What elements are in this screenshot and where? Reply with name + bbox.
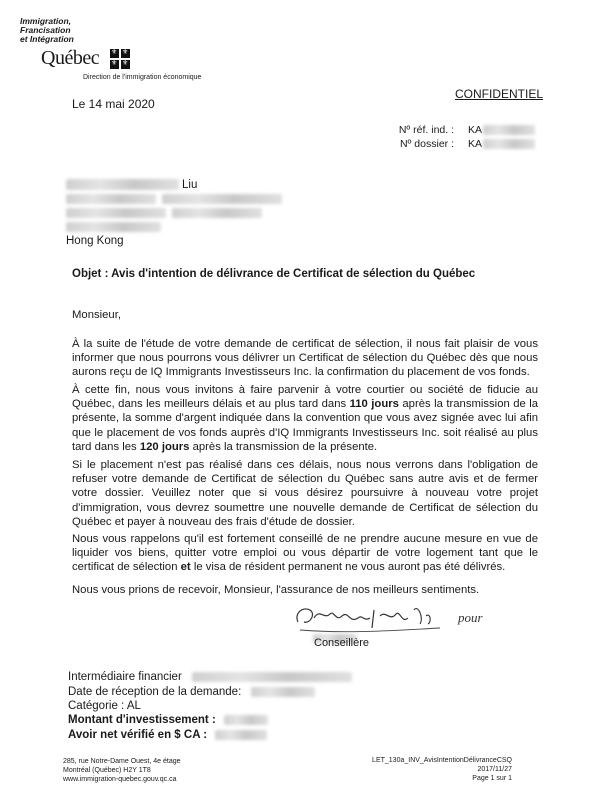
recipient-name: Liu xyxy=(66,178,282,192)
ministry-line-2: Francisation xyxy=(20,25,71,35)
file-number-label: Nº dossier : xyxy=(399,138,454,150)
ministry-line-3: et Intégration xyxy=(20,34,74,44)
reference-row xyxy=(0,124,600,138)
footer-address: 285, rue Notre-Dame Ouest, 4e étage Montréal (Québec) H2Y 1T8 www.immigration-quebec.gouv.qc.ca xyxy=(63,758,181,783)
direction-name: Direction de l'immigration économique xyxy=(83,74,202,81)
paragraph-2: À cette fin, nous vous invitons à faire parvenir à votre courtier ou société de fiducie au Québec, dans les meilleurs délais et au plus tard dans 110 jours après la transmission de la présente, la somme d'argent indiquée dans la convention que vous avez signée avec lui afin que le placement de vos fonds auprès d'IQ Immigrants Investisseurs Inc. soit réalisé au plus tard dans les 120 jours après la transmission de la présente. xyxy=(72,384,539,453)
footer-form-info: LET_130a_INV_AvisIntentionDélivranceCSQ 2017/11/27 Page 1 sur 1 xyxy=(372,757,512,782)
reference-value: KA xyxy=(468,124,535,136)
ministry-name xyxy=(20,17,74,44)
footer-website: www.immigration-quebec.gouv.qc.ca xyxy=(63,776,177,783)
address-line-redacted xyxy=(66,206,282,220)
closing-sentence: Nous vous prions de recevoir, Monsieur, l'assurance de nos meilleurs sentiments. xyxy=(72,584,480,596)
recipient-city: Hong Kong xyxy=(66,235,124,247)
file-number-value: KA xyxy=(468,138,535,150)
paragraph-1: À la suite de l'étude de votre demande de certificat de sélection, il nous fait plaisir de vous informer que nous pourrons vous délivrer un Certificat de sélection du Québec dès que nous aurons reçu de IQ Immigrants Investisseurs Inc. la confirmation du placement de vos fonds. xyxy=(72,338,538,379)
letter-date: Le 14 mai 2020 xyxy=(72,97,155,111)
net-assets-row: Avoir net vérifié en $ CA : xyxy=(68,729,267,741)
paragraph-3: Si le placement n'est pas réalisé dans ces délais, nous nous verrons dans l'obligation de refuser votre demande de Certificat de sélection du Québec sans autre avis et de fermer votre dossier. Veuillez noter que si vous désirez poursuivre à nouveau votre projet d'immigration, vous devrez soumettre une nouvelle demande de Certificat de sélection du Québec et payer à nouveau des frais d'étude de dossier. xyxy=(72,459,538,528)
paragraph-4: Nous vous rappelons qu'il est fortement conseillé de ne prendre aucune mesure en vue de liquider vos biens, quitter votre emploi ou vous départir de votre logement tant que le certificat de sélection et le visa de résident permanent ne vous auront pas été délivrés. xyxy=(72,533,538,574)
quebec-flag-icon xyxy=(110,49,130,69)
recipient-address xyxy=(66,178,282,248)
confidential-label: CONFIDENTIEL xyxy=(455,87,544,101)
category-row: Catégorie : AL xyxy=(68,700,141,712)
intermediary-row: Intermédiaire financier xyxy=(68,671,352,683)
signatory-title: Conseillère xyxy=(314,637,370,649)
amount-row: Montant d'investissement : xyxy=(68,714,268,726)
salutation: Monsieur, xyxy=(72,309,121,321)
address-line-redacted xyxy=(66,192,282,206)
file-number-row xyxy=(0,138,600,152)
address-line-redacted xyxy=(66,220,282,234)
received-date-row: Date de réception de la demande: xyxy=(68,686,315,698)
letter-subject: Objet : Avis d'intention de délivrance de Certificat de sélection du Québec xyxy=(72,268,476,280)
page-number: Page 1 sur 1 xyxy=(472,775,512,782)
signature-pour: pour xyxy=(458,610,483,625)
quebec-wordmark: Québec xyxy=(41,47,100,69)
reference-label: Nº réf. ind. : xyxy=(398,124,454,136)
ministry-line-1: Immigration, xyxy=(20,16,72,26)
category-value: AL xyxy=(126,700,141,712)
